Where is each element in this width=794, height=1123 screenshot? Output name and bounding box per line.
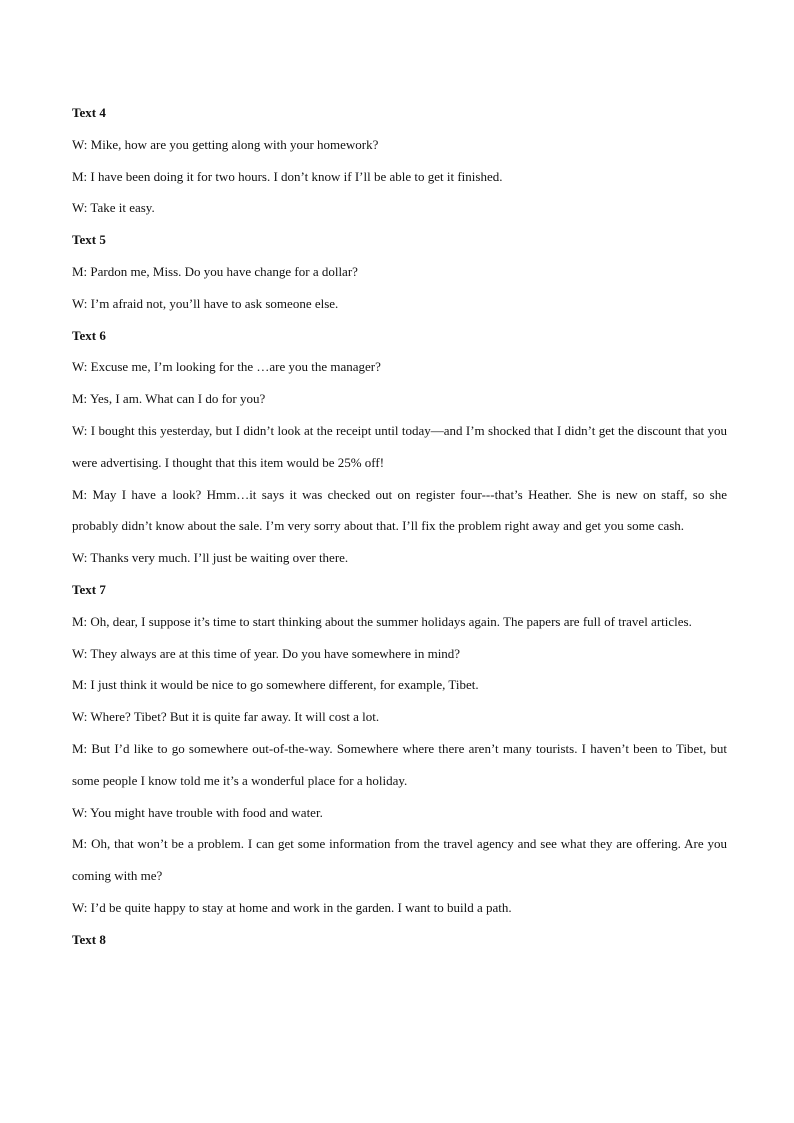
dialogue-line: W: You might have trouble with food and water.	[72, 804, 323, 820]
dialogue-line: W: Excuse me, I’m looking for the …are you the manager?	[72, 359, 381, 375]
document-body	[72, 97, 727, 956]
dialogue-line: W: Where? Tibet? But it is quite far away. It will cost a lot.	[72, 709, 380, 725]
dialogue-line: W: Thanks very much. I’ll just be waiting over there.	[72, 550, 349, 566]
section-heading-text-6: Text 6	[72, 327, 106, 343]
dialogue-line: M: Oh, dear, I suppose it’s time to start thinking about the summer holidays again. The papers are full of travel articles.	[72, 613, 692, 629]
dialogue-line: W: Mike, how are you getting along with your homework?	[72, 136, 379, 152]
dialogue-line: W: They always are at this time of year. Do you have somewhere in mind?	[72, 645, 461, 661]
dialogue-line: W: Take it easy.	[72, 200, 155, 216]
dialogue-line: M: But I’d like to go somewhere out-of-the-way. Somewhere where there aren’t many tourists. I haven’t been to Tibet, but some people I know told me it’s a wonderful place for a holiday.	[72, 740, 727, 788]
section-heading-text-4: Text 4	[72, 105, 106, 120]
dialogue-line: W: I’d be quite happy to stay at home and work in the garden. I want to build a path.	[72, 899, 512, 915]
dialogue-line: M: Oh, that won’t be a problem. I can get some information from the travel agency and see what they are offering. Are you coming with me?	[72, 836, 727, 884]
dialogue-line: M: I just think it would be nice to go somewhere different, for example, Tibet.	[72, 677, 479, 693]
dialogue-line: W: I’m afraid not, you’ll have to ask someone else.	[72, 295, 339, 311]
section-heading-text-7: Text 7	[72, 581, 106, 597]
section-heading-text-8: Text 8	[72, 931, 106, 947]
dialogue-line: M: May I have a look? Hmm…it says it was checked out on register four---that’s Heather. She is new on staff, so she probably didn’t know about the sale. I’m very sorry about that. I’ll fix the problem right away and get you some cash.	[72, 486, 727, 534]
dialogue-line: M: I have been doing it for two hours. I don’t know if I’ll be able to get it finished.	[72, 168, 503, 184]
dialogue-line: M: Yes, I am. What can I do for you?	[72, 391, 266, 407]
section-heading-text-5: Text 5	[72, 232, 106, 248]
dialogue-line: M: Pardon me, Miss. Do you have change for a dollar?	[72, 263, 358, 279]
dialogue-line: W: I bought this yesterday, but I didn’t look at the receipt until today—and I’m shocked that I didn’t get the discount that you were advertising. I thought that this item would be 25% off!	[72, 422, 727, 470]
